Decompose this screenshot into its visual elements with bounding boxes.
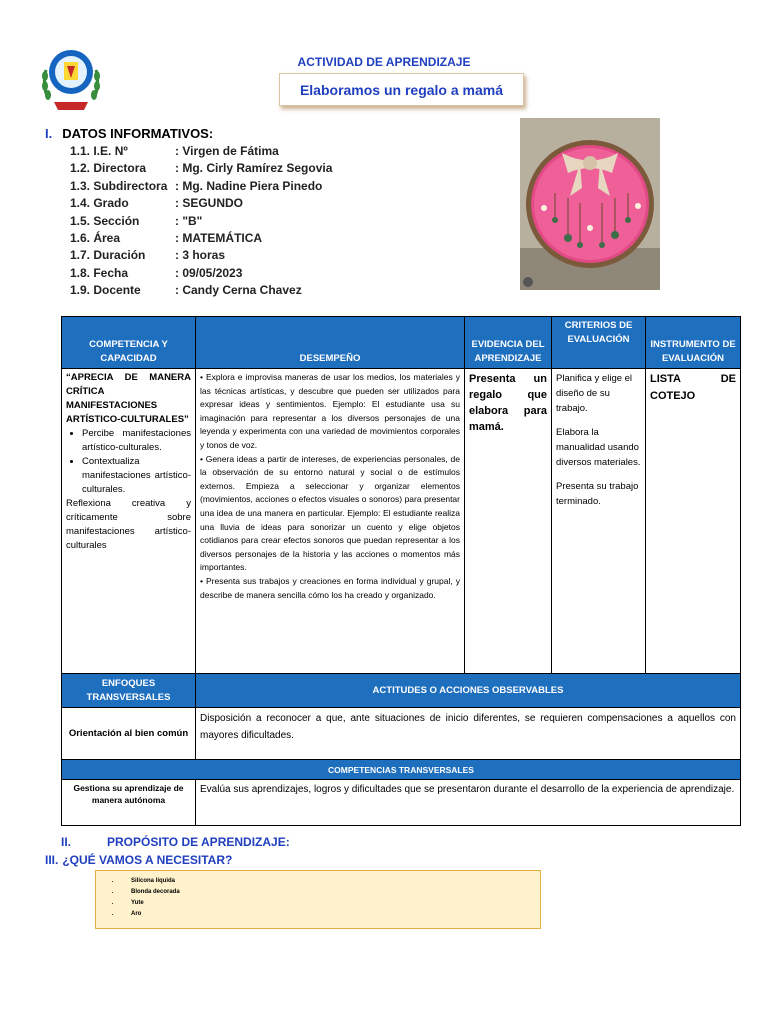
header-actitudes: ACTITUDES O ACCIONES OBSERVABLES: [196, 674, 741, 708]
desempeno-item: • Presenta sus trabajos y creaciones en forma individual y grupal, y describe de manera sencilla cómo los ha creado y organizado.: [200, 575, 460, 600]
competencia-title: “APRECIA DE MANERA CRÍTICA MANIFESTACIONES ARTÍSTICO-CULTURALES”: [66, 372, 191, 425]
section-2-title: PROPÓSITO DE APRENDIZAJE:: [107, 835, 290, 849]
header-desempeno: DESEMPEÑO: [196, 317, 465, 369]
actitud-cell: Disposición a reconocer a que, ante situaciones de inicio diferentes, se requieren compensaciones a aquellos con mayores dificultades.: [196, 708, 741, 760]
info-row: 1.7. Duración : 3 horas: [70, 248, 226, 262]
materials-box: [95, 870, 541, 929]
planning-table: [61, 316, 741, 826]
section-1-heading: [45, 126, 213, 141]
info-row: 1.1. I.E. Nº : Virgen de Fátima: [70, 144, 279, 158]
desempeno-item: • Explora e improvisa maneras de usar los medios, los materiales y las técnicas artísticas, y descubre que pueden ser utilizados para expresar ideas y sentimientos. Ejemplo: El estudiante usa su imaginación para representar a los diversos personajes de una leyenda y experimenta con una variedad de movimientos corporales y tonos de voz.: [200, 372, 460, 450]
info-row: 1.4. Grado : SEGUNDO: [70, 196, 244, 210]
competencia-transversal-cell: Gestiona su aprendizaje de manera autónoma: [62, 780, 196, 826]
section-2-heading: [61, 835, 290, 849]
competencia-extra: Reflexiona creativa y críticamente sobre manifestaciones artístico-culturales: [66, 498, 191, 551]
header-criterios: CRITERIOS DE EVALUACIÓN: [552, 317, 646, 369]
desempeno-item: • Genera ideas a partir de intereses, de experiencias personales, de la observación de su entorno natural y social o de estímulos externos. Empieza a seleccionar y organizar elementos (movimientos, acciones o efectos visuales o sonoros) para presentar una idea de una manera en particular. Ejemplo: El estudiante realiza una lluvia de ideas para sonorizar un cuento y elige objetos cotidianos para crear efectos sonoros que puedan representar a los diversos personajes de la historia y las acciones o momentos más importantes.: [200, 453, 460, 573]
competencia-cell: [62, 369, 196, 674]
material-item: • Blonda decorada: [121, 887, 540, 898]
activity-label: ACTIVIDAD DE APRENDIZAJE: [297, 55, 471, 69]
activity-title: Elaboramos un regalo a mamá: [279, 73, 524, 106]
capacidad-item: • Percibe manifestaciones artístico-culturales.: [82, 427, 191, 455]
header-evidencia: EVIDENCIA DEL APRENDIZAJE: [465, 317, 552, 369]
info-row: 1.8. Fecha : 09/05/2023: [70, 266, 243, 280]
competencia-transversal-desc: Evalúa sus aprendizajes, logros y dificultades que se presentaron durante el desarrollo de la experiencia de aprendizaje.: [196, 780, 741, 826]
criterio-item: Presenta su trabajo terminado.: [556, 481, 639, 507]
capacidad-item: • Contextualiza manifestaciones artístico-culturales.: [82, 455, 191, 497]
section-1-title: DATOS INFORMATIVOS:: [62, 126, 214, 141]
info-row: 1.9. Docente : Candy Cerna Chavez: [70, 283, 302, 297]
info-row: 1.3. Subdirectora : Mg. Nadine Piera Pinedo: [70, 179, 323, 193]
section-3-title: ¿QUÉ VAMOS A NECESITAR?: [62, 853, 233, 867]
section-1-number: I.: [45, 126, 53, 141]
header-enfoques: ENFOQUES TRANSVERSALES: [62, 674, 196, 708]
info-row: 1.2. Directora : Mg. Cirly Ramírez Segovia: [70, 161, 333, 175]
instrumento-cell: LISTA DE COTEJO: [646, 369, 741, 674]
material-item: • Yute: [121, 898, 540, 909]
criterios-cell: [552, 369, 646, 674]
enfoque-cell: Orientación al bien común: [62, 708, 196, 760]
info-row: 1.6. Área : MATEMÁTICA: [70, 231, 263, 245]
criterio-item: Planifica y elige el diseño de su trabajo.: [556, 373, 633, 414]
header-competencias-transversales: COMPETENCIAS TRANSVERSALES: [62, 760, 741, 780]
material-item: • Silicona líquida: [121, 876, 540, 887]
section-3-heading: [45, 853, 232, 867]
gift-earring-holder-photo: [520, 118, 660, 290]
material-item: • Aro: [121, 909, 540, 920]
header-instrumento: INSTRUMENTO DE EVALUACIÓN: [646, 317, 741, 369]
section-2-number: II.: [61, 835, 72, 849]
header-competencia: COMPETENCIA Y CAPACIDAD: [62, 317, 196, 369]
criterio-item: Elabora la manualidad usando diversos materiales.: [556, 427, 641, 468]
info-row: 1.5. Sección : "B": [70, 214, 203, 228]
section-3-number: III.: [45, 853, 59, 867]
desempeno-cell: [196, 369, 465, 674]
evidencia-cell: Presenta un regalo que elabora para mamá.: [465, 369, 552, 674]
